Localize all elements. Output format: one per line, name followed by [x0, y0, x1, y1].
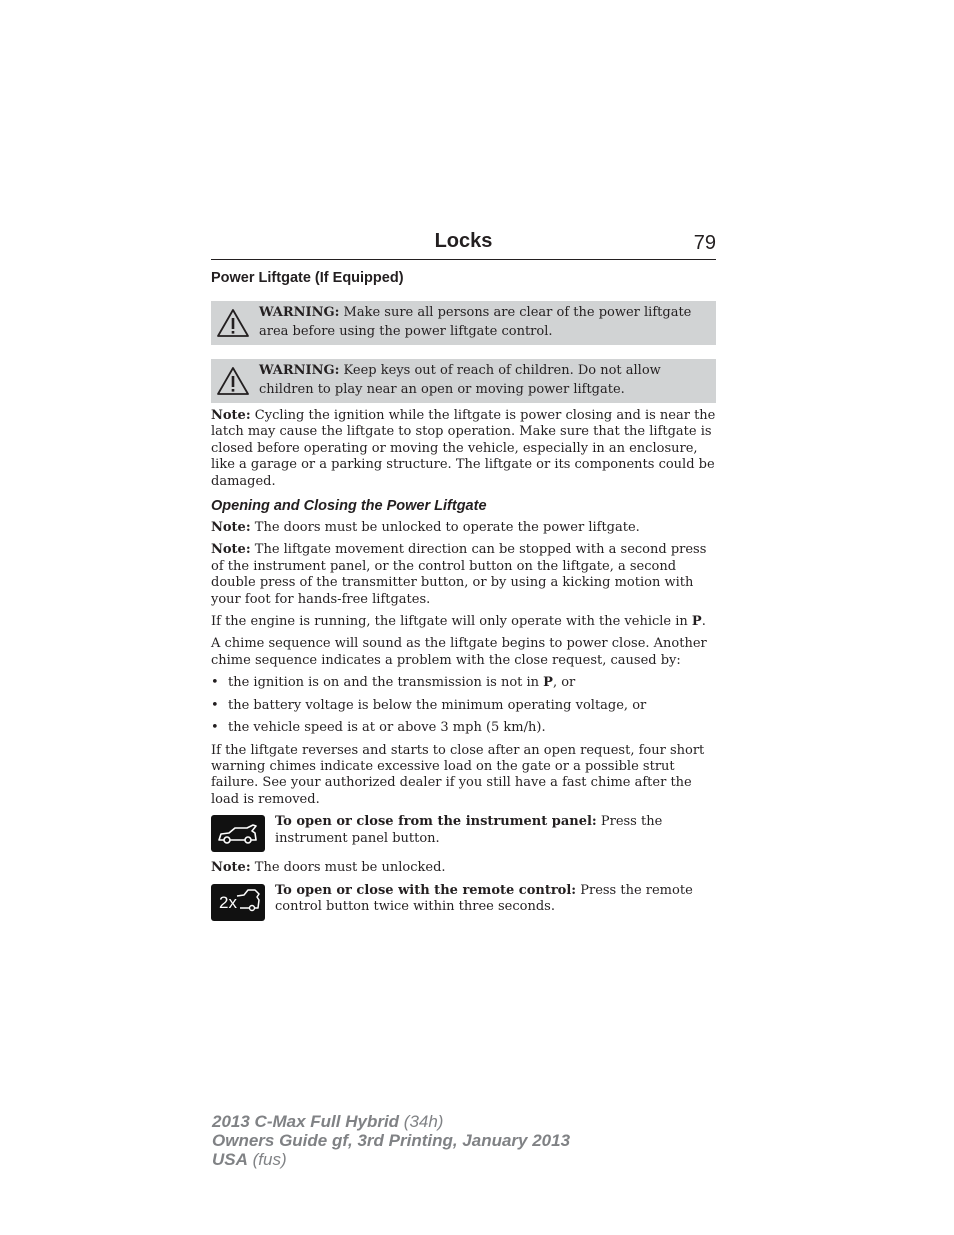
warning-triangle-icon: [216, 308, 250, 338]
text-run: .: [701, 614, 706, 630]
text-run: the ignition is on and the transmission is not in: [228, 675, 544, 691]
footer-line-guide: [212, 1131, 570, 1150]
warning-body: Keep keys out of reach of children. Do not allow children to play near an open or moving power liftgate.: [259, 363, 661, 397]
text-run: the battery voltage is below the minimum operating voltage, or: [228, 697, 647, 713]
warning-box: [211, 359, 716, 403]
footer-market: USA: [212, 1150, 248, 1169]
warning-text: [259, 361, 708, 399]
note-paragraph: [211, 520, 716, 536]
footer-guide: Owners Guide gf, 3rd Printing, January 2013: [212, 1131, 571, 1150]
instruction-label: To open or close with the remote control:: [275, 882, 577, 898]
note-label: Note:: [211, 860, 251, 876]
instruction-text: Press the instrument panel button.: [275, 814, 663, 846]
note-text: The liftgate movement direction can be stopped with a second press of the instrument panel, or the control button on the liftgate, a second double press of the transmitter button, or by using a kicking motion with your foot for hands-free liftgates.: [211, 542, 707, 607]
bullet-list: [211, 675, 716, 736]
liftgate-icon: [211, 815, 265, 852]
remote-control-text: [275, 883, 716, 916]
instruction-text: Press the remote control button twice within three seconds.: [275, 882, 693, 914]
list-item: [211, 675, 716, 691]
gear-p-label: P: [543, 675, 553, 691]
footer-model: 2013 C-Max Full Hybrid: [212, 1112, 400, 1131]
engine-paragraph: [211, 614, 716, 630]
warning-label: WARNING:: [259, 305, 340, 320]
manual-page: [211, 228, 716, 927]
note-text: Cycling the ignition while the liftgate is power closing and is near the latch may cause the liftgate to stop operation. Make sure that the liftgate is closed before operating or moving the vehicle, especially in an enclosure, like a garage or a parking structure. The liftgate or its components could be damaged.: [211, 408, 716, 489]
warning-triangle-icon: [216, 366, 250, 396]
remote-liftgate-icon: [213, 886, 263, 918]
footer-market-code: (fus): [247, 1150, 287, 1169]
subsection-title: Opening and Closing the Power Liftgate: [211, 498, 487, 515]
text-run: the vehicle speed is at or above 3 mph (5 km/h).: [228, 720, 546, 736]
liftgate-car-icon: [215, 821, 261, 847]
remote-icon-2x-text: 2x: [219, 893, 237, 913]
footer-line-market: [212, 1150, 570, 1169]
footer-line-model: [212, 1112, 570, 1131]
warning-body: Make sure all persons are clear of the power liftgate area before using the power liftgate control.: [259, 305, 692, 339]
note-label: Note:: [211, 542, 251, 558]
bullet-icon: •: [211, 675, 219, 691]
instruction-label: To open or close from the instrument panel:: [275, 814, 597, 830]
chapter-title: Locks: [434, 230, 493, 252]
section-title: Power Liftgate (If Equipped): [211, 270, 404, 286]
note-paragraph: [211, 408, 716, 490]
list-item: [211, 720, 716, 736]
remote-control-row: [211, 883, 716, 921]
note-paragraph: [211, 860, 716, 876]
note-text: The doors must be unlocked to operate the power liftgate.: [250, 520, 640, 536]
warning-label: WARNING:: [259, 363, 340, 378]
bullet-icon: •: [211, 720, 219, 736]
reverse-paragraph: If the liftgate reverses and starts to close after an open request, four short warning chimes indicate excessive load on the gate or a possible strut failure. See your authorized dealer if you still have a fast chime after the load is removed.: [211, 742, 705, 807]
page-number: 79: [693, 232, 716, 254]
gear-p-label: P: [691, 614, 702, 630]
instrument-panel-text: [275, 814, 716, 847]
bullet-icon: •: [211, 697, 219, 713]
note-text: The doors must be unlocked.: [250, 860, 446, 876]
instrument-panel-row: [211, 814, 716, 852]
text-run: , or: [552, 675, 576, 691]
chime-paragraph: A chime sequence will sound as the liftgate begins to power close. Another chime sequence indicates a problem with the close request, caused by:: [211, 636, 707, 668]
warning-text: [259, 303, 708, 341]
list-item: [211, 698, 716, 714]
note-label: Note:: [211, 408, 251, 423]
note-label: Note:: [211, 520, 251, 536]
footer-code: (34h): [399, 1112, 444, 1131]
text-run: If the engine is running, the liftgate will only operate with the vehicle in: [211, 614, 692, 630]
page-footer: [212, 1112, 570, 1169]
warning-box: [211, 301, 716, 345]
remote-2x-liftgate-icon: [211, 884, 265, 921]
note-paragraph: [211, 542, 716, 608]
page-header: [211, 228, 716, 260]
